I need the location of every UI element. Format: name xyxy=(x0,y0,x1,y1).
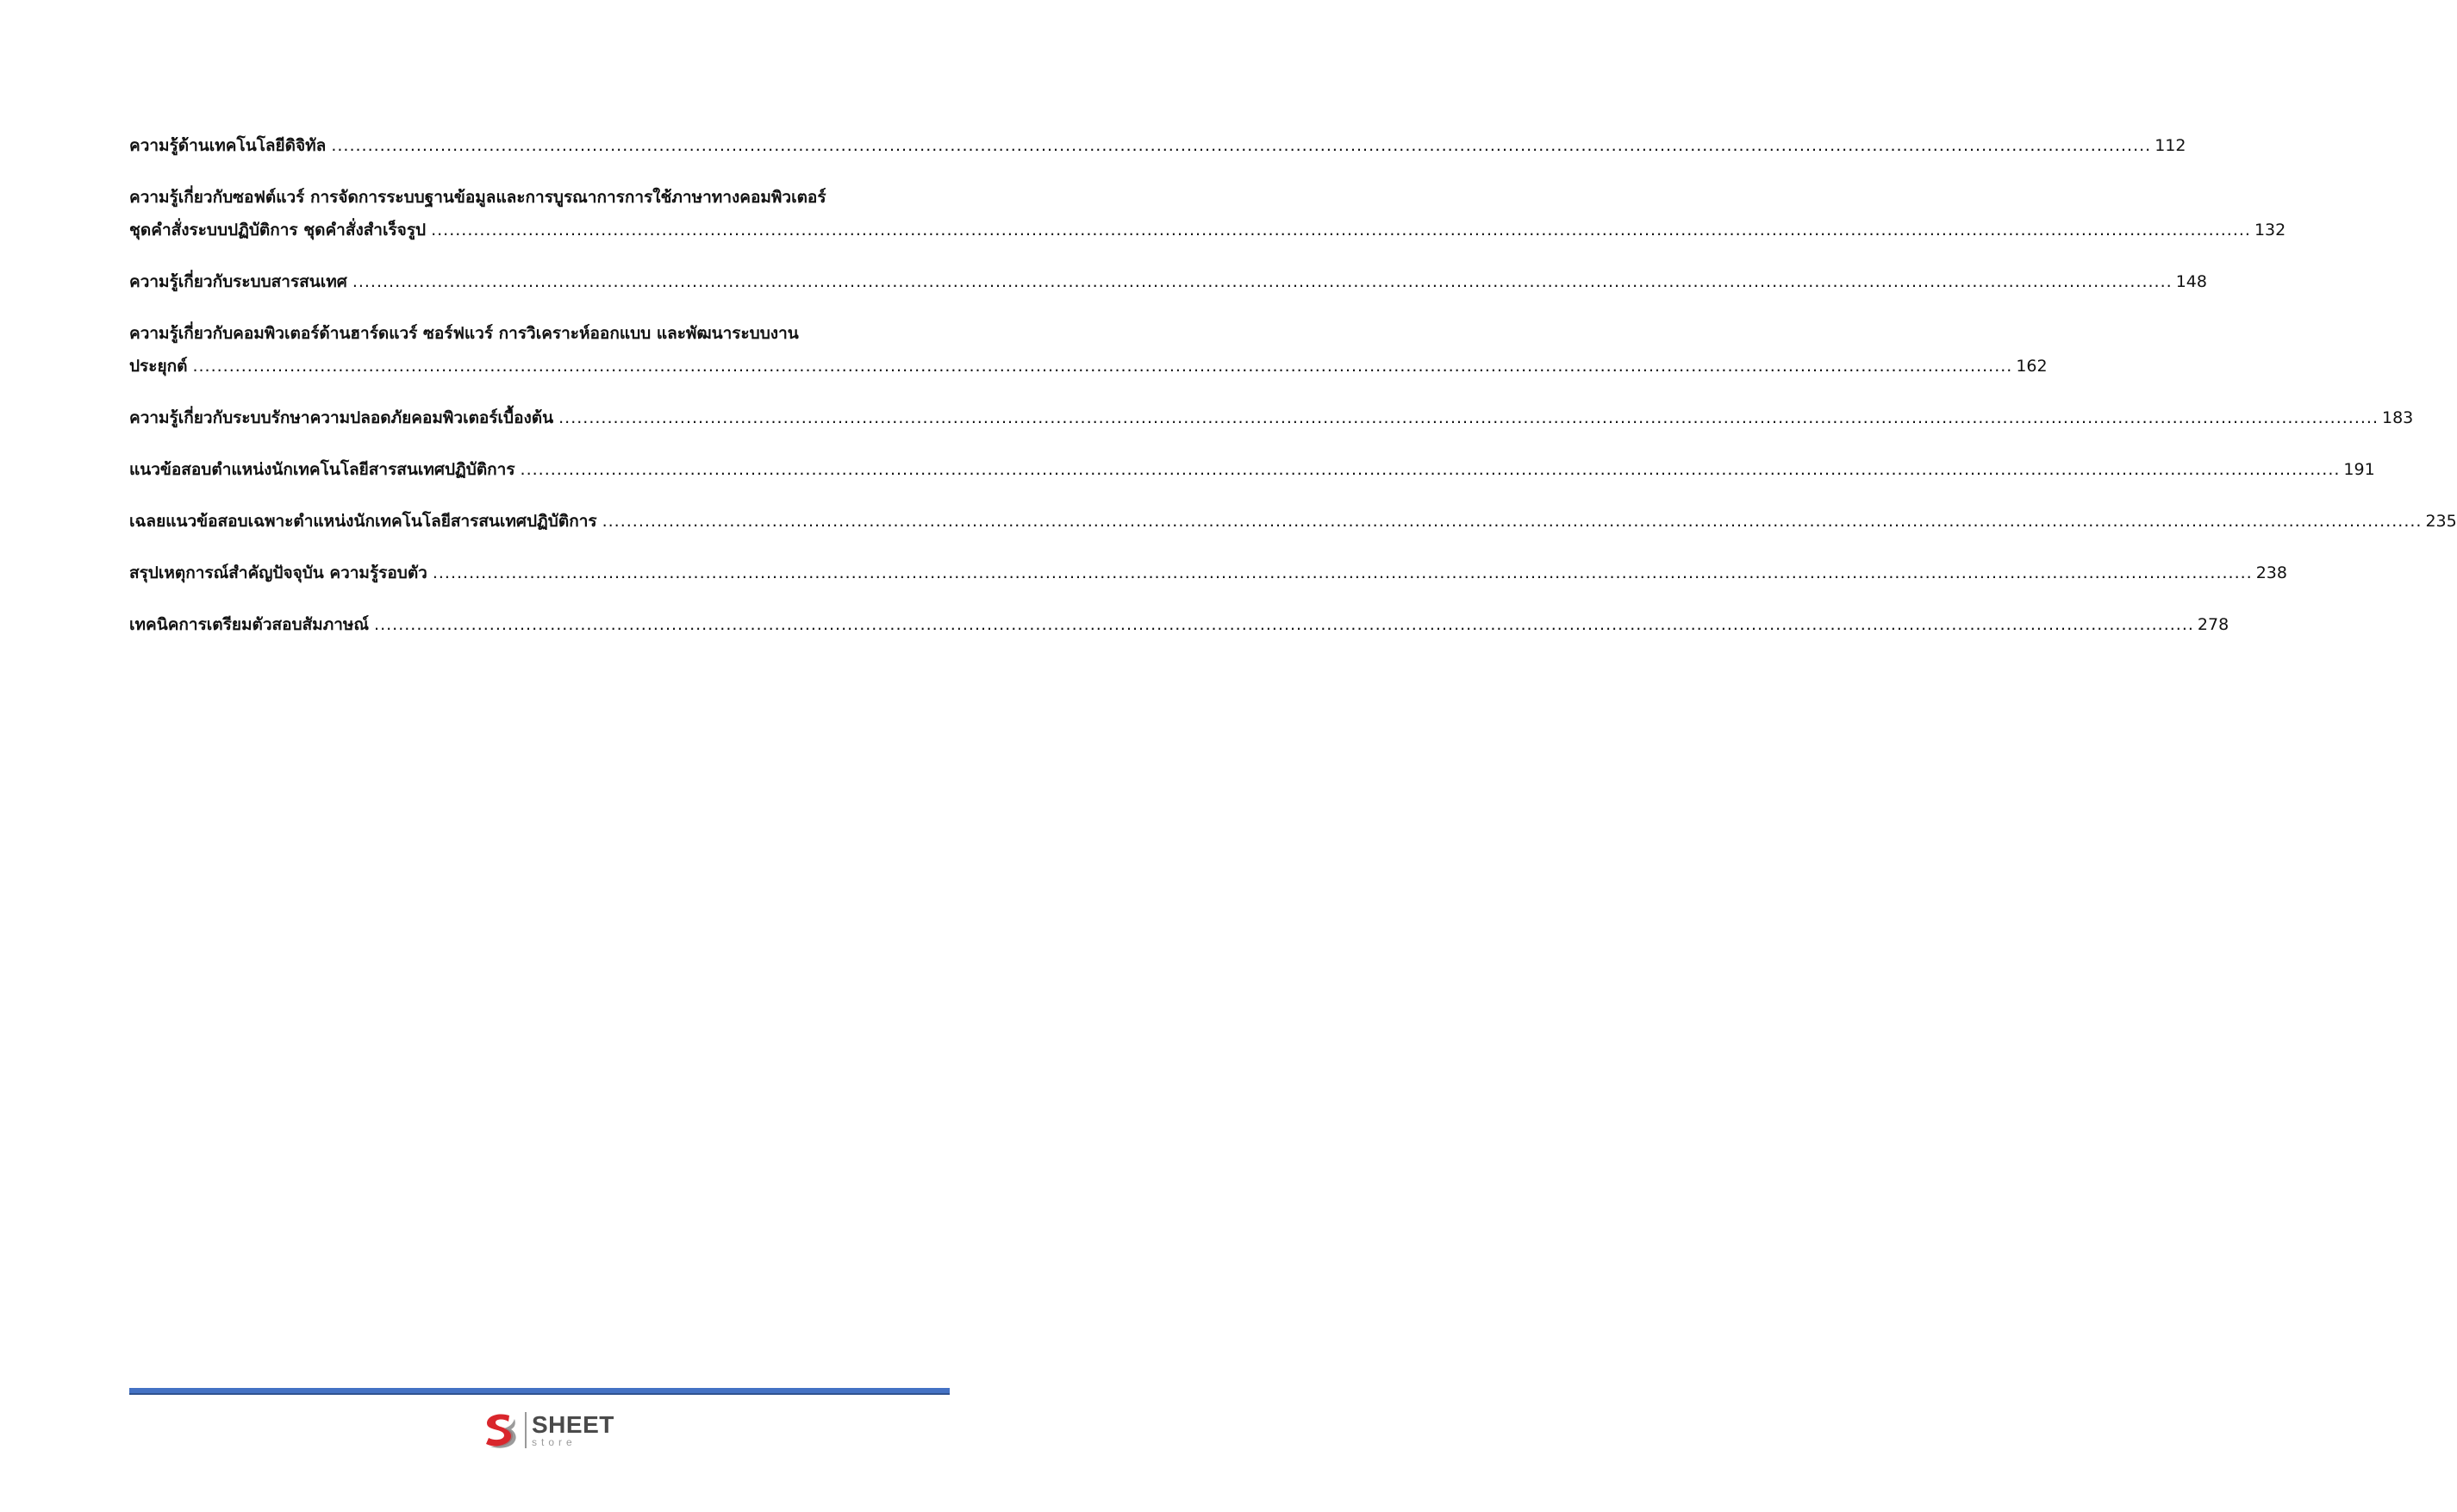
toc-leader-dots xyxy=(331,129,2151,162)
toc-leader-dots xyxy=(558,401,2379,434)
toc-entry[interactable] xyxy=(129,453,2375,486)
toc-entry-title: สรุปเหตุการณ์สำคัญปัจจุบัน ความรู้รอบตัว xyxy=(129,563,427,582)
toc-leader-dots xyxy=(602,505,2423,538)
toc-entry[interactable] xyxy=(129,505,2457,538)
toc-entry-page: 191 xyxy=(2343,460,2375,479)
sheet-store-logo xyxy=(478,1406,625,1454)
toc-entry-page: 112 xyxy=(2155,136,2186,155)
toc-entry[interactable] xyxy=(129,129,2186,162)
toc-entry-page: 148 xyxy=(2175,272,2207,291)
toc-entry-title: แนวข้อสอบตำแหน่งนักเทคโนโลยีสารสนเทศปฏิบัติการ xyxy=(129,460,515,479)
sheet-store-logo-icon xyxy=(478,1409,521,1452)
toc-entry-title: เฉลยแนวข้อสอบเฉพาะตำแหน่งนักเทคโนโลยีสารสนเทศปฏิบัติการ xyxy=(129,512,597,531)
toc-leader-dots xyxy=(433,557,2253,589)
logo-subtext: store xyxy=(532,1436,577,1448)
toc-entry-title-line: ความรู้เกี่ยวกับคอมพิวเตอร์ด้านฮาร์ดแวร์ ซอร์ฟแวร์ การวิเคราะห์ออกแบบ และพัฒนาระบบงาน xyxy=(129,324,799,343)
toc-entry-page: 162 xyxy=(2016,357,2048,376)
toc-entry-title-line: ความรู้เกี่ยวกับซอฟต์แวร์ การจัดการระบบฐานข้อมูลและการบูรณาการการใช้ภาษาทางคอมพิวเตอร์ xyxy=(129,188,826,207)
toc-entry-page: 183 xyxy=(2382,408,2414,427)
toc-leader-dots xyxy=(374,608,2194,641)
toc-entry-title: ประยุกต์ xyxy=(129,357,188,376)
toc-entry-page: 235 xyxy=(2425,512,2457,531)
logo-separator xyxy=(525,1412,527,1448)
toc-entry[interactable] xyxy=(129,265,2207,298)
toc-entry[interactable] xyxy=(129,557,2287,589)
toc-entry-title: ชุดคำสั่งระบบปฏิบัติการ ชุดคำสั่งสำเร็จรูป xyxy=(129,221,427,240)
toc-entry-page: 278 xyxy=(2197,615,2229,634)
toc-entry[interactable] xyxy=(129,181,2286,246)
logo-wordmark xyxy=(532,1413,614,1447)
toc-entry-title: เทคนิคการเตรียมตัวสอบสัมภาษณ์ xyxy=(129,615,370,634)
toc-entry-title: ความรู้เกี่ยวกับระบบรักษาความปลอดภัยคอมพิวเตอร์เบื้องต้น xyxy=(129,408,554,427)
toc-entry-page: 238 xyxy=(2255,563,2287,582)
table-of-contents xyxy=(129,129,2457,660)
toc-entry-title: ความรู้ด้านเทคโนโลยีดิจิทัล xyxy=(129,136,327,155)
toc-entry-page: 132 xyxy=(2254,221,2286,240)
footer-divider xyxy=(129,1388,950,1395)
toc-entry-title: ความรู้เกี่ยวกับระบบสารสนเทศ xyxy=(129,272,347,291)
toc-leader-dots xyxy=(192,350,2012,383)
toc-entry[interactable] xyxy=(129,317,2048,383)
toc-leader-dots xyxy=(521,453,2341,486)
toc-leader-dots xyxy=(431,214,2251,246)
logo-text: SHEET xyxy=(532,1411,614,1438)
toc-entry[interactable] xyxy=(129,401,2414,434)
toc-leader-dots xyxy=(352,265,2173,298)
toc-entry[interactable] xyxy=(129,608,2229,641)
